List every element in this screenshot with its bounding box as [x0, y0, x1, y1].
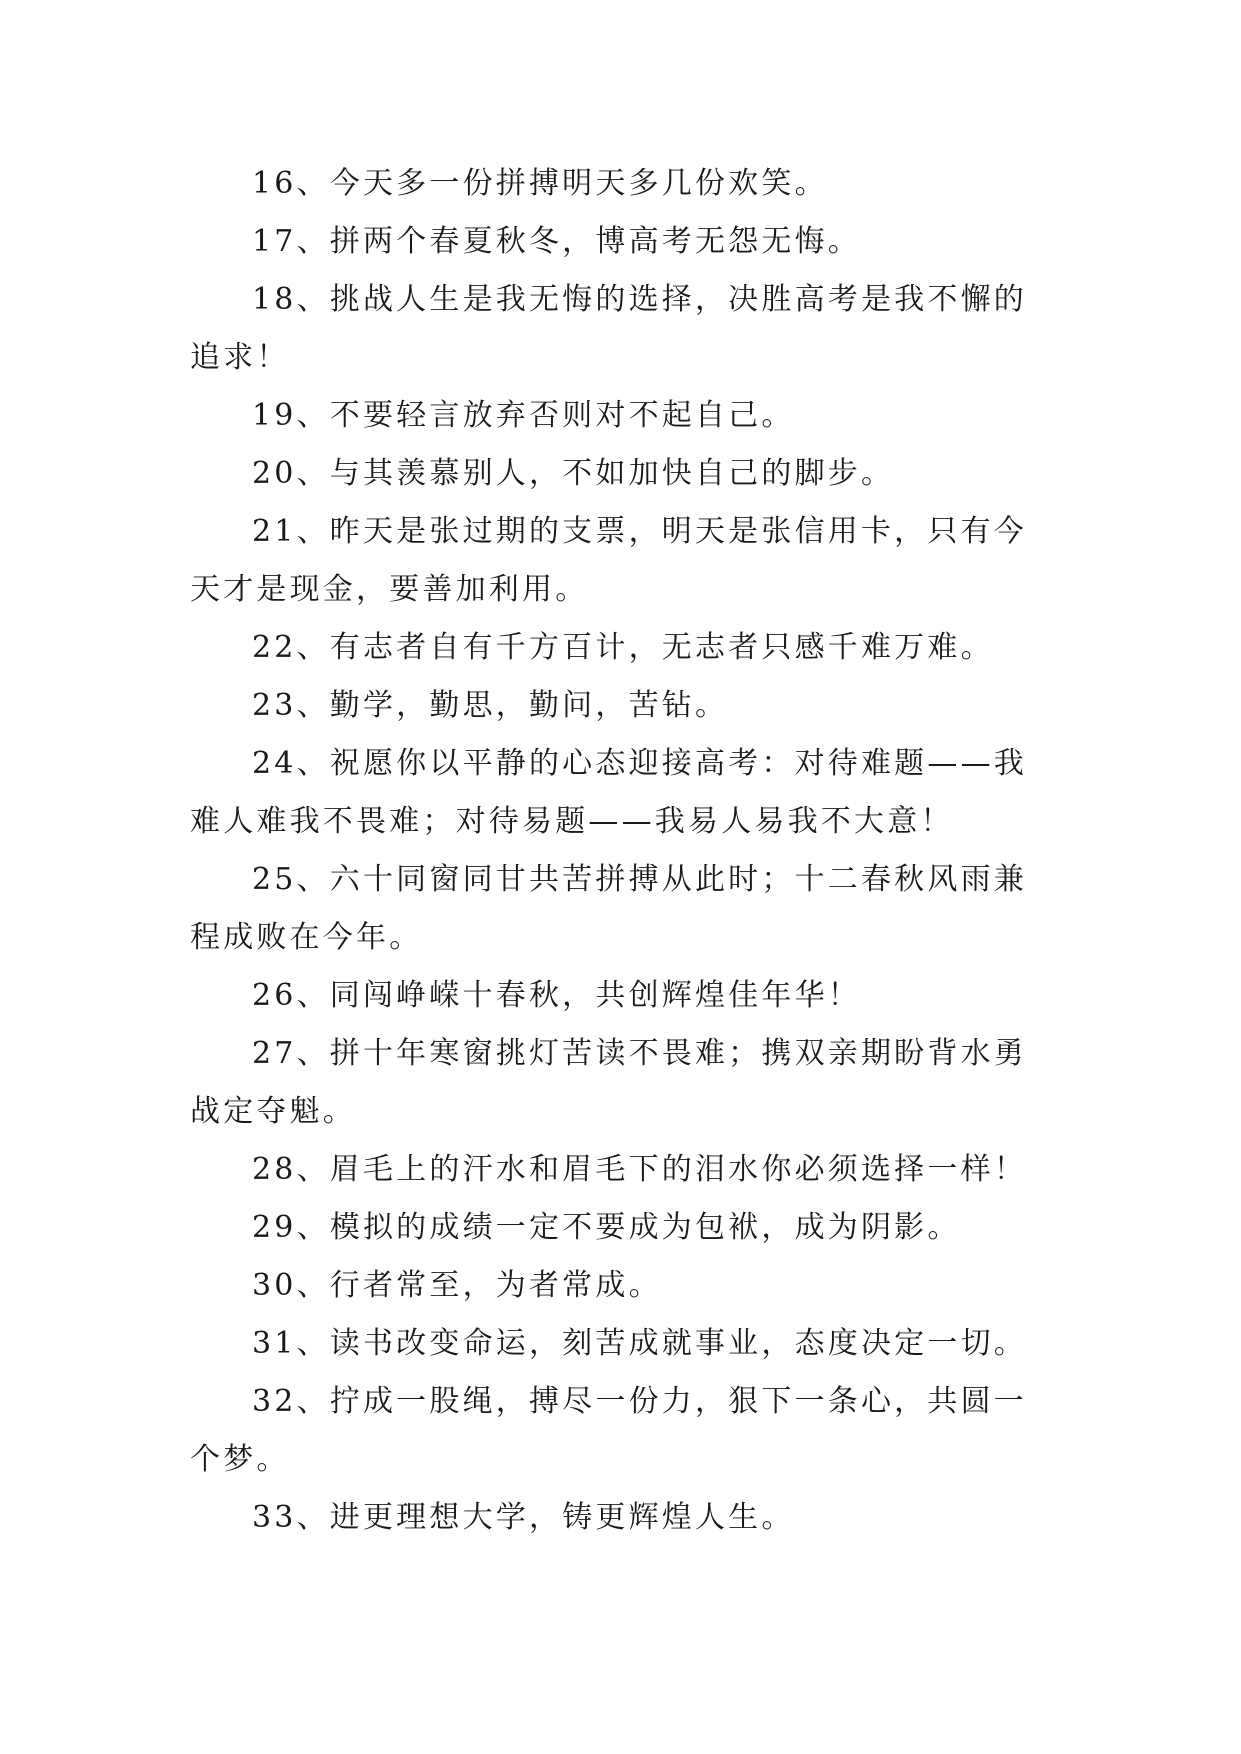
paragraph-32: 32、拧成一股绳，搏尽一份力，狠下一条心，共圆一个梦。: [190, 1384, 1027, 1477]
document-body: [190, 155, 1052, 1547]
paragraph-28: 28、眉毛上的汗水和眉毛下的泪水你必须选择一样！: [252, 1152, 1027, 1187]
paragraph-26: 26、同闯峥嵘十春秋，共创辉煌佳年华！: [252, 978, 861, 1013]
paragraph-29: 29、模拟的成绩一定不要成为包袱，成为阴影。: [252, 1210, 961, 1245]
paragraph-21: 21、昨天是张过期的支票，明天是张信用卡，只有今天才是现金，要善加利用。: [190, 514, 1027, 607]
paragraph-20: 20、与其羡慕别人，不如加快自己的脚步。: [252, 456, 895, 491]
paragraph-25: 25、六十同窗同甘共苦拼搏从此时；十二春秋风雨兼程成败在今年。: [190, 862, 1027, 955]
paragraph-30: 30、行者常至，为者常成。: [252, 1268, 662, 1303]
paragraph-24: 24、祝愿你以平静的心态迎接高考：对待难题——我难人难我不畏难；对待易题——我易人易我不大意！: [190, 746, 1027, 839]
paragraph-27: 27、拼十年寒窗挑灯苦读不畏难；携双亲期盼背水勇战定夺魁。: [190, 1036, 1027, 1129]
paragraph-22: 22、有志者自有千方百计，无志者只感千难万难。: [252, 630, 994, 665]
paragraph-23: 23、勤学，勤思，勤问，苦钻。: [252, 688, 729, 723]
paragraph-19: 19、不要轻言放弃否则对不起自己。: [252, 398, 795, 433]
paragraph-31: 31、读书改变命运，刻苦成就事业，态度决定一切。: [252, 1326, 1027, 1361]
paragraph-33: 33、进更理想大学，铸更辉煌人生。: [252, 1500, 795, 1535]
paragraph-18: 18、挑战人生是我无悔的选择，决胜高考是我不懈的追求！: [190, 282, 1027, 375]
paragraph-17: 17、拼两个春夏秋冬，博高考无怨无悔。: [252, 224, 861, 259]
paragraph-16: 16、今天多一份拼搏明天多几份欢笑。: [252, 166, 828, 201]
